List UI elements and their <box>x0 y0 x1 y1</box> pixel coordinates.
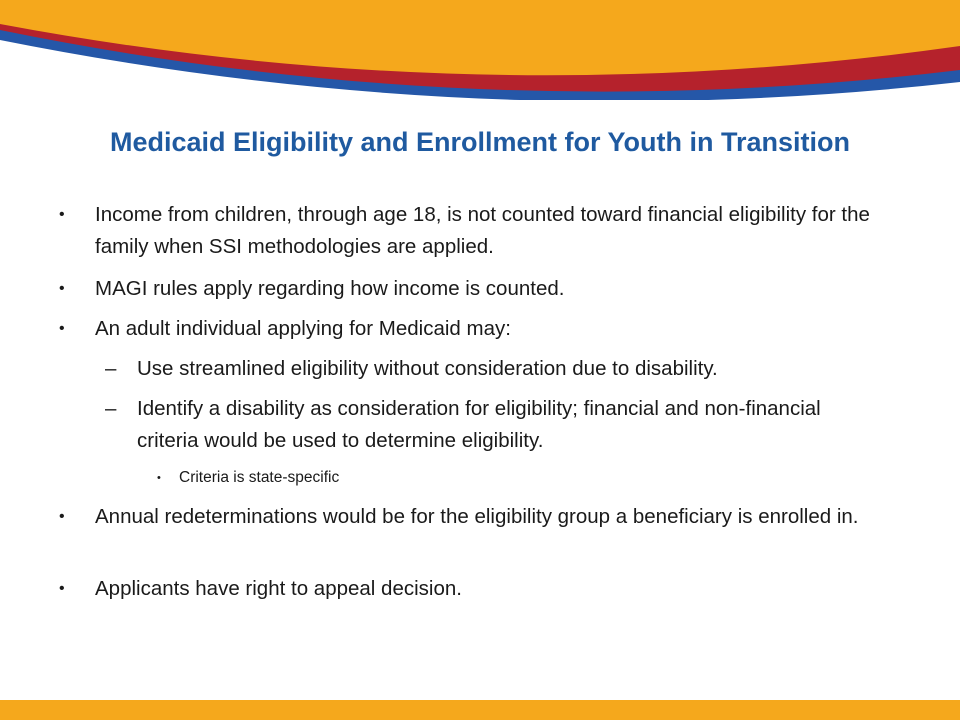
sub-sub-bullet-text: Criteria is state-specific <box>179 469 340 486</box>
bullet-text: MAGI rules apply regarding how income is counted. <box>95 277 565 300</box>
slide-title: Medicaid Eligibility and Enrollment for Youth in Transition <box>109 127 851 157</box>
bullet-marker: • <box>59 320 65 337</box>
bullet-text: Income from children, through age 18, is not counted toward financial eligibility for the family when SSI methodologies are applied. <box>95 203 870 258</box>
dash-marker: – <box>105 397 117 420</box>
bullet-item <box>59 573 895 605</box>
bullet-marker: • <box>59 580 65 597</box>
sub-bullet-text: Identify a disability as consideration for eligibility; financial and non-financial criteria would be used to determine eligibility. <box>137 397 821 452</box>
bullet-text: Applicants have right to appeal decision. <box>95 577 462 600</box>
sub-bullet-item <box>105 353 877 385</box>
bullet-marker: • <box>59 206 65 223</box>
footer-bar <box>0 700 960 720</box>
bullet-item <box>59 313 895 345</box>
dash-marker: – <box>105 357 117 380</box>
sub-sub-bullet-item <box>157 466 779 490</box>
bullet-text: Annual redeterminations would be for the eligibility group a beneficiary is enrolled in. <box>95 505 859 528</box>
sub-bullet-text: Use streamlined eligibility without consideration due to disability. <box>137 357 718 380</box>
bullet-item <box>59 501 895 533</box>
bullet-marker: • <box>59 508 65 525</box>
bullet-marker: • <box>157 472 161 484</box>
sub-bullet-item <box>105 393 877 457</box>
bullet-item <box>59 273 895 305</box>
bullet-item <box>59 199 895 263</box>
bullet-text: An adult individual applying for Medicaid may: <box>95 317 511 340</box>
bullet-marker: • <box>59 280 65 297</box>
